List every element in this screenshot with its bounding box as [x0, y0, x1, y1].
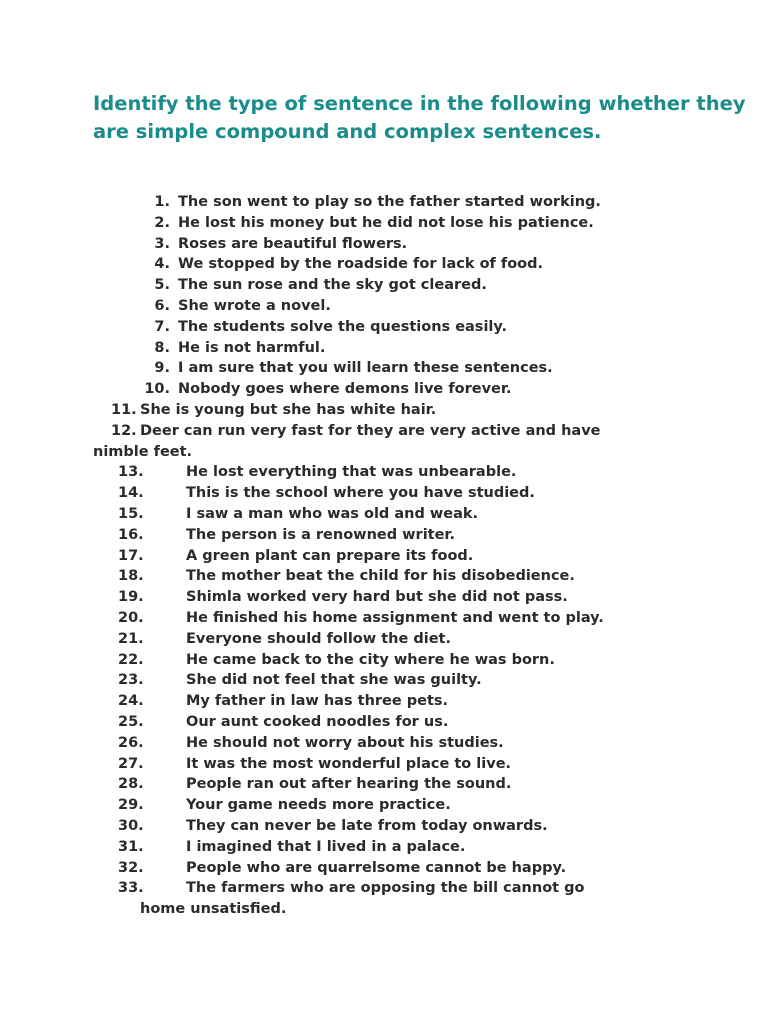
- list-item: [0, 608, 768, 629]
- item-text: She wrote a novel.: [178, 297, 331, 314]
- list-item: [0, 546, 768, 567]
- list-item: [0, 629, 768, 650]
- list-item: [0, 483, 768, 504]
- item-text: The person is a renowned writer.: [186, 526, 456, 543]
- item-text: It was the most wonderful place to live.: [186, 755, 512, 772]
- list-item: [0, 358, 768, 379]
- list-item: [0, 525, 768, 546]
- item-number: 30.: [118, 817, 144, 834]
- item-text: People who are quarrelsome cannot be happy.: [186, 859, 567, 876]
- item-number: 15.: [118, 505, 144, 522]
- item-text: Everyone should follow the diet.: [186, 630, 451, 647]
- list-item: [0, 192, 768, 213]
- item-number: 6.: [154, 297, 170, 314]
- item-number: 29.: [118, 797, 144, 814]
- list-item: [0, 504, 768, 525]
- item-number: 21.: [118, 630, 144, 647]
- item-text: He is not harmful.: [178, 339, 326, 356]
- item-text: She did not feel that she was guilty.: [186, 672, 482, 689]
- list-item: [0, 691, 768, 712]
- item-number: 19.: [118, 589, 144, 606]
- item-number: 18.: [118, 568, 144, 585]
- item-number: 1.: [154, 194, 170, 210]
- list-item: [0, 795, 768, 816]
- item-number: 31.: [118, 838, 144, 855]
- item-number: 9.: [154, 360, 170, 377]
- list-item: [0, 462, 768, 483]
- item-number: 28.: [118, 776, 144, 793]
- list-item: [0, 296, 768, 317]
- item-number: 2.: [154, 214, 170, 231]
- item-text: I saw a man who was old and weak.: [186, 505, 479, 522]
- list-item: [0, 816, 768, 837]
- item-text: I am sure that you will learn these sentences.: [178, 360, 553, 377]
- item-text: The sun rose and the sky got cleared.: [178, 277, 487, 294]
- item-text: My father in law has three pets.: [186, 693, 449, 710]
- list-item: [0, 213, 768, 234]
- item-number: 23.: [118, 672, 144, 689]
- item-number: 33.: [118, 880, 144, 897]
- list-item: [0, 379, 768, 400]
- item-text: He lost everything that was unbearable.: [186, 464, 517, 481]
- item-number: 4.: [154, 256, 170, 273]
- item-text: The students solve the questions easily.: [178, 318, 508, 335]
- list-item: [0, 254, 768, 275]
- item-text: He lost his money but he did not lose his patience.: [178, 214, 594, 231]
- item-text: He should not worry about his studies.: [186, 734, 504, 751]
- item-text: A green plant can prepare its food.: [186, 547, 474, 564]
- item-number: 5.: [154, 277, 170, 294]
- item-number: 26.: [118, 734, 144, 751]
- list-item: [0, 774, 768, 795]
- item-number: 7.: [154, 318, 170, 335]
- item-text: The farmers who are opposing the bill cannot go: [186, 880, 585, 897]
- item-text-continued: home unsatisfied.: [140, 901, 287, 918]
- item-text: They can never be late from today onwards.: [186, 817, 548, 834]
- item-text: He finished his home assignment and went to play.: [186, 609, 604, 626]
- item-number: 27.: [118, 755, 144, 772]
- list-item: [0, 733, 768, 754]
- item-text: Shimla worked very hard but she did not pass.: [186, 589, 568, 606]
- item-text: Nobody goes where demons live forever.: [178, 381, 512, 398]
- list-item: [0, 421, 768, 463]
- list-item: [0, 670, 768, 691]
- item-number: 11.: [111, 401, 137, 418]
- item-number: 24.: [118, 693, 144, 710]
- item-number: 8.: [154, 339, 170, 356]
- list-item: [0, 400, 768, 421]
- item-number: 10.: [144, 381, 170, 398]
- list-item: [0, 878, 768, 920]
- list-item: [0, 837, 768, 858]
- item-number: 17.: [118, 547, 144, 564]
- item-text-continued: nimble feet.: [93, 443, 193, 460]
- item-number: 16.: [118, 526, 144, 543]
- list-item: [0, 317, 768, 338]
- item-text: We stopped by the roadside for lack of food.: [178, 256, 544, 273]
- item-text: The mother beat the child for his disobedience.: [186, 568, 575, 585]
- item-text: I imagined that I lived in a palace.: [186, 838, 466, 855]
- item-text: She is young but she has white hair.: [140, 401, 437, 418]
- list-item: [0, 650, 768, 671]
- worksheet-title: Identify the type of sentence in the following whether they are simple compound and complex sentences.: [93, 92, 746, 143]
- item-text: The son went to play so the father started working.: [178, 194, 601, 210]
- item-text: Our aunt cooked noodles for us.: [186, 713, 449, 730]
- item-number: 14.: [118, 485, 144, 502]
- item-number: 20.: [118, 609, 144, 626]
- list-item: [0, 566, 768, 587]
- item-number: 22.: [118, 651, 144, 668]
- item-text: Your game needs more practice.: [186, 797, 451, 814]
- list-item: [0, 338, 768, 359]
- item-text: He came back to the city where he was born.: [186, 651, 555, 668]
- list-item: [0, 587, 768, 608]
- item-number: 3.: [154, 235, 170, 252]
- item-text: People ran out after hearing the sound.: [186, 776, 512, 793]
- list-item: [0, 275, 768, 296]
- list-item: [0, 712, 768, 733]
- list-item: [0, 754, 768, 775]
- list-item: [0, 858, 768, 879]
- item-text: Deer can run very fast for they are very active and have: [140, 422, 601, 439]
- item-text: This is the school where you have studied.: [186, 485, 535, 502]
- item-number: 12.: [111, 422, 137, 439]
- list-item: [0, 234, 768, 255]
- item-number: 32.: [118, 859, 144, 876]
- sentence-list: [0, 192, 768, 920]
- item-number: 13.: [118, 464, 144, 481]
- item-text: Roses are beautiful flowers.: [178, 235, 408, 252]
- item-number: 25.: [118, 713, 144, 730]
